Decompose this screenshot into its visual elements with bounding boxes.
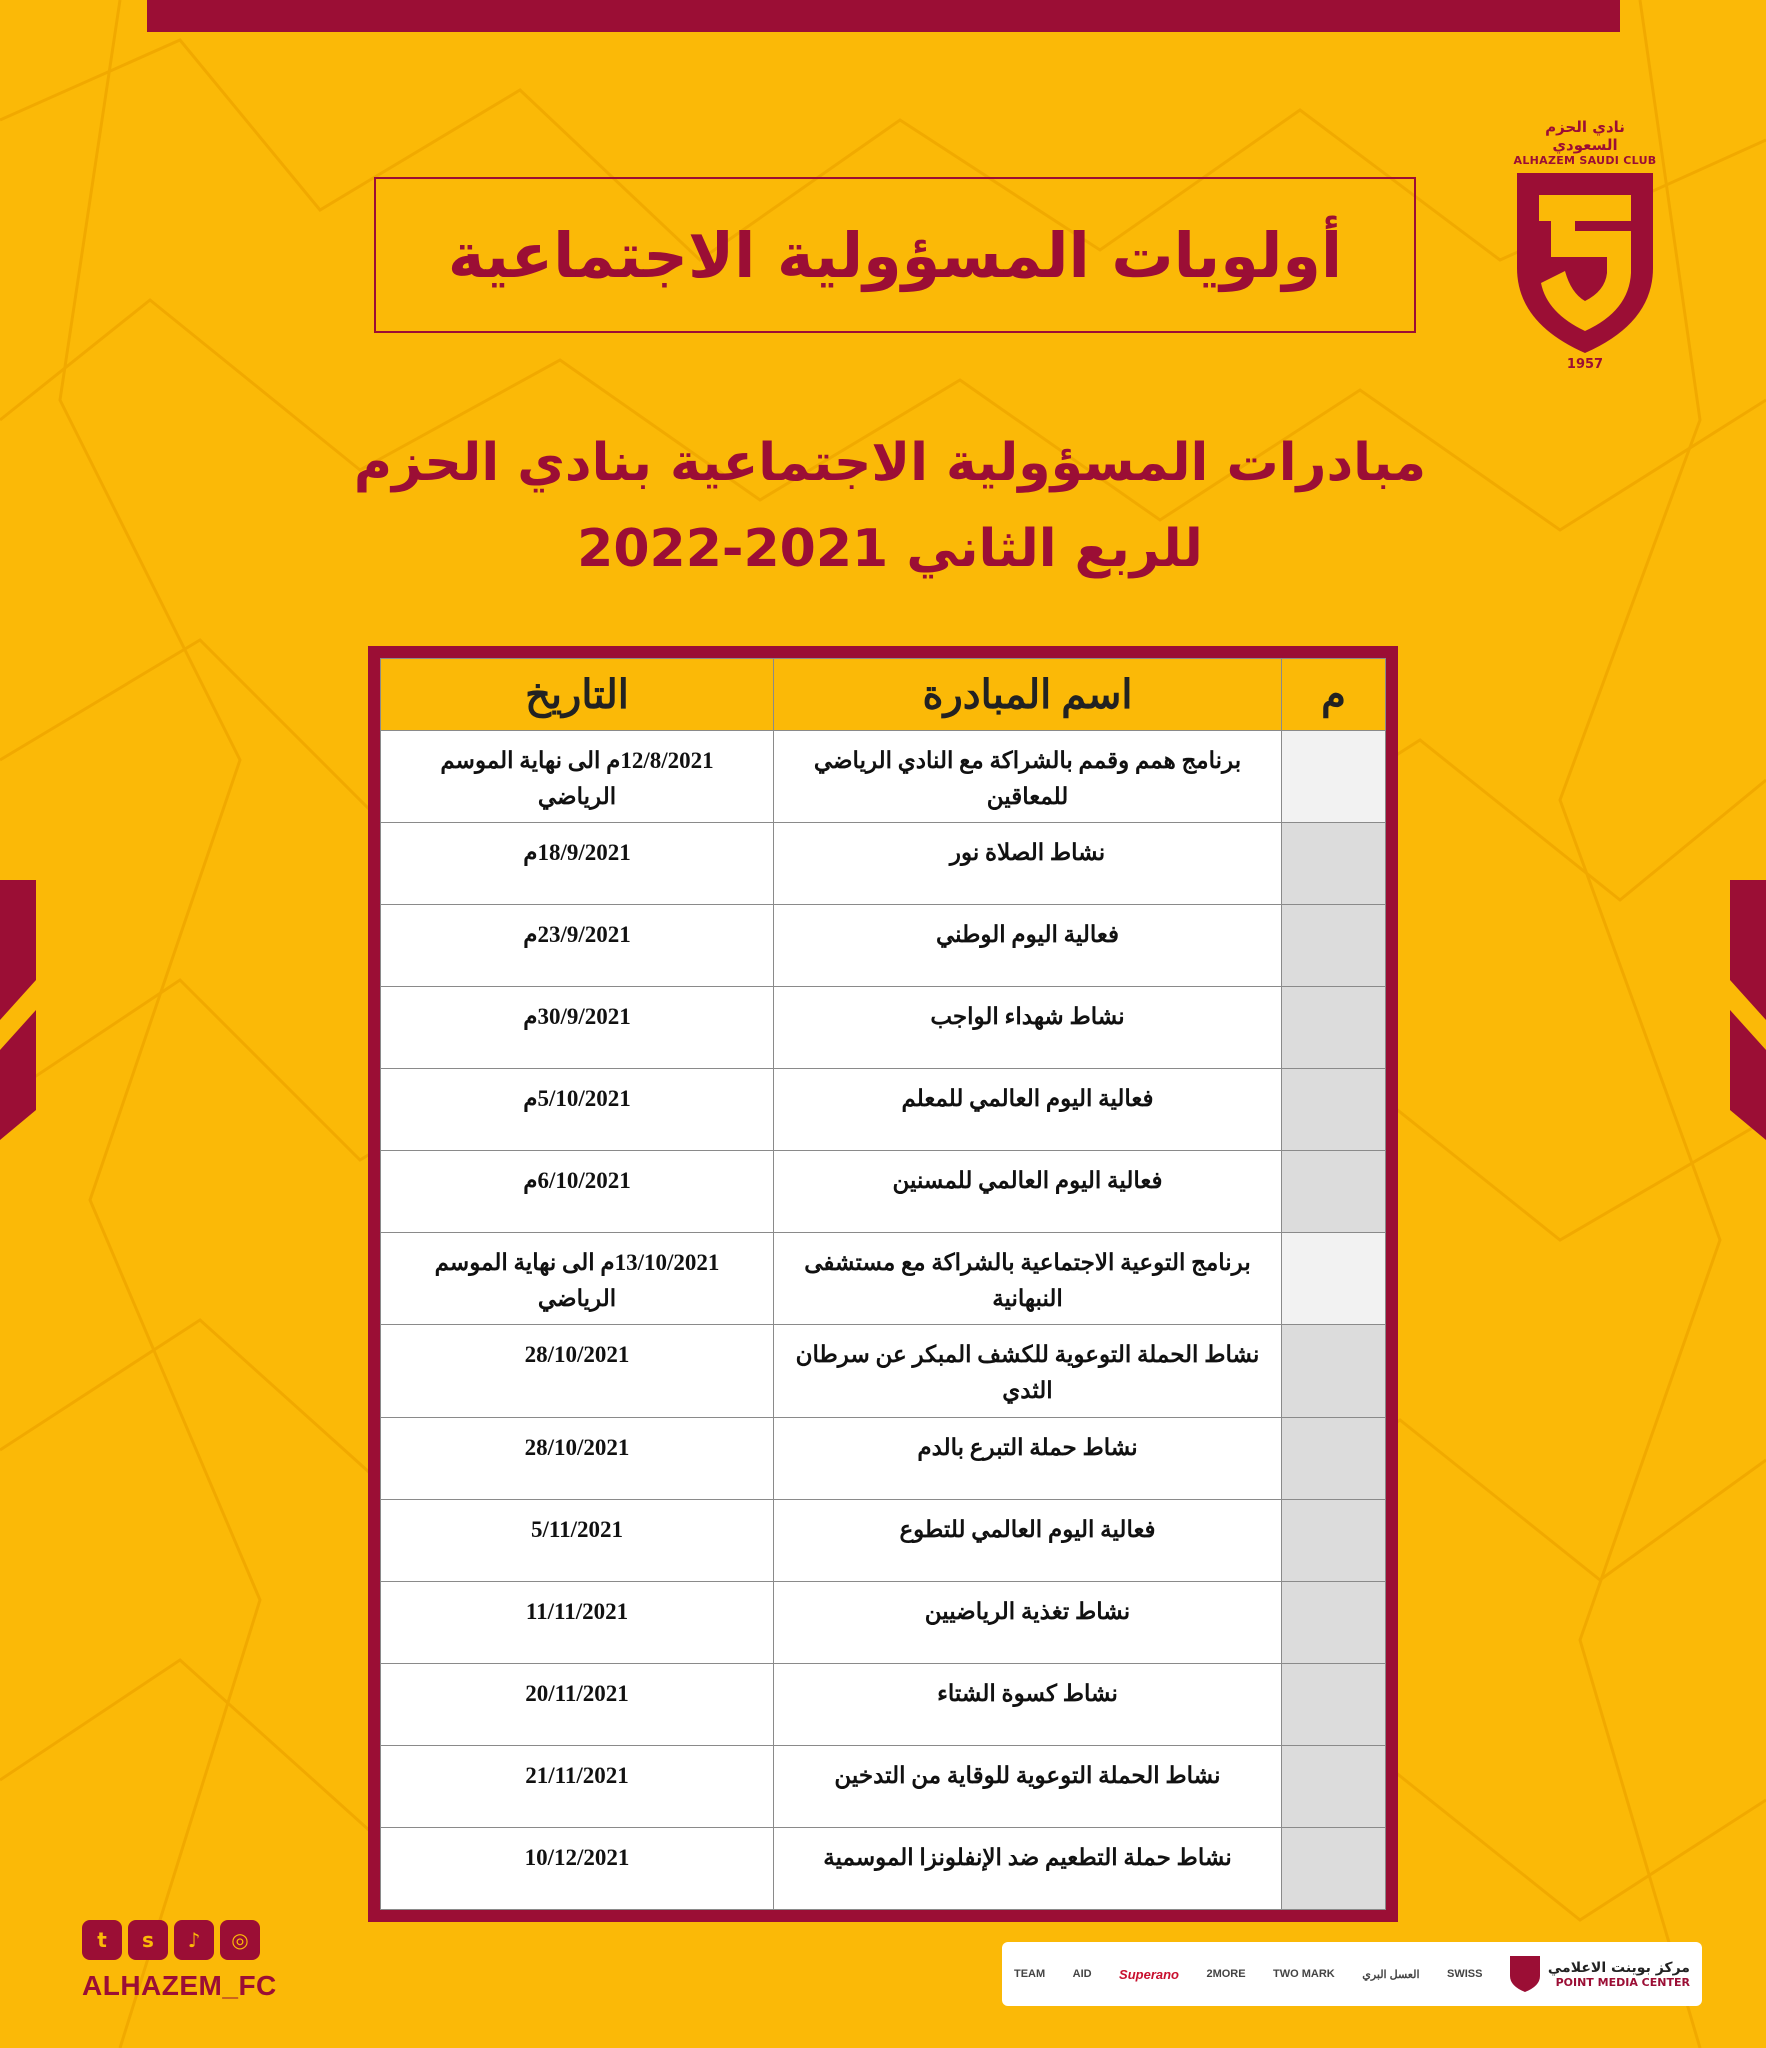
social-footer — [82, 1920, 282, 2010]
initiative-name-cell: نشاط حملة التبرع بالدم — [774, 1417, 1282, 1499]
side-decoration-right — [1730, 880, 1766, 1140]
initiative-name-cell: فعالية اليوم العالمي للتطوع — [774, 1499, 1282, 1581]
row-number-cell — [1282, 731, 1386, 823]
initiative-name-cell: نشاط تغذية الرياضيين — [774, 1581, 1282, 1663]
sponsor-logo: 2MORE — [1206, 1968, 1246, 1980]
subtitle — [300, 420, 1480, 592]
table-row — [381, 1499, 1386, 1581]
initiative-date-cell: 30/9/2021م — [381, 987, 774, 1069]
initiative-name-cell: فعالية اليوم العالمي للمسنين — [774, 1151, 1282, 1233]
row-number-cell — [1282, 1663, 1386, 1745]
table-row — [381, 1069, 1386, 1151]
column-header-number: م — [1282, 659, 1386, 731]
social-handle: ALHAZEM_FC — [82, 1970, 277, 2001]
initiative-name-cell: برنامج همم وقمم بالشراكة مع النادي الرياضي للمعاقين — [774, 731, 1282, 823]
table-row — [381, 1233, 1386, 1325]
initiative-date-cell: 6/10/2021م — [381, 1151, 774, 1233]
sponsor-logo: AID — [1072, 1968, 1092, 1980]
club-name-arabic: نادي الحزم السعودي — [1545, 118, 1625, 154]
row-number-cell — [1282, 1233, 1386, 1325]
row-number-cell — [1282, 905, 1386, 987]
twitter-icon[interactable]: t — [82, 1920, 122, 1960]
club-founded-year: 1957 — [1566, 357, 1604, 372]
initiative-date-cell: 13/10/2021م الى نهاية الموسم الرياضي — [381, 1233, 774, 1325]
row-number-cell — [1282, 1069, 1386, 1151]
table-row — [381, 1745, 1386, 1827]
row-number-cell — [1282, 1151, 1386, 1233]
initiative-date-cell: 28/10/2021 — [381, 1325, 774, 1417]
initiative-date-cell: 5/11/2021 — [381, 1499, 774, 1581]
instagram-icon[interactable]: ◎ — [220, 1920, 260, 1960]
media-center-arabic: مركز بوينت الاعلامي — [1547, 1959, 1690, 1976]
initiative-name-cell: نشاط شهداء الواجب — [774, 987, 1282, 1069]
initiative-date-cell: 21/11/2021 — [381, 1745, 774, 1827]
club-logo — [1510, 118, 1660, 372]
subtitle-line-1: مبادرات المسؤولية الاجتماعية بنادي الحزم — [353, 433, 1427, 493]
sponsor-logo: العسل البري — [1362, 1968, 1420, 1981]
snapchat-icon[interactable]: s — [128, 1920, 168, 1960]
sponsor-logo: TWO MARK — [1273, 1968, 1335, 1980]
initiative-date-cell: 5/10/2021م — [381, 1069, 774, 1151]
row-number-cell — [1282, 823, 1386, 905]
page-title: أولويات المسؤولية الاجتماعية — [447, 218, 1343, 292]
row-number-cell — [1282, 987, 1386, 1069]
sponsor-logo: TEAM — [1014, 1968, 1046, 1980]
row-number-cell — [1282, 1417, 1386, 1499]
table-row — [381, 823, 1386, 905]
sponsor-logo: SWISS — [1446, 1968, 1483, 1980]
initiative-name-cell: برنامج التوعية الاجتماعية بالشراكة مع مستشفى النبهانية — [774, 1233, 1282, 1325]
initiative-date-cell: 11/11/2021 — [381, 1581, 774, 1663]
point-media-center-logo — [1510, 1956, 1690, 1992]
row-number-cell — [1282, 1581, 1386, 1663]
initiatives-table — [380, 658, 1386, 1910]
table-row — [381, 905, 1386, 987]
table-row — [381, 1417, 1386, 1499]
initiative-name-cell: نشاط كسوة الشتاء — [774, 1663, 1282, 1745]
tiktok-icon[interactable]: ♪ — [174, 1920, 214, 1960]
initiative-date-cell: 10/12/2021 — [381, 1827, 774, 1909]
initiative-name-cell: فعالية اليوم العالمي للمعلم — [774, 1069, 1282, 1151]
table-row — [381, 1663, 1386, 1745]
table-row — [381, 1827, 1386, 1909]
club-crest-icon — [1517, 173, 1653, 353]
media-center-english: POINT MEDIA CENTER — [1555, 1975, 1690, 1989]
title-box — [374, 177, 1416, 333]
table-row — [381, 1581, 1386, 1663]
club-name-english: ALHAZEM SAUDI CLUB — [1513, 154, 1657, 167]
column-header-date: التاريخ — [381, 659, 774, 731]
point-media-icon — [1510, 1956, 1540, 1992]
top-bar — [147, 0, 1620, 32]
row-number-cell — [1282, 1499, 1386, 1581]
initiative-name-cell: نشاط الصلاة نور — [774, 823, 1282, 905]
initiative-name-cell: فعالية اليوم الوطني — [774, 905, 1282, 987]
initiative-date-cell: 28/10/2021 — [381, 1417, 774, 1499]
social-icons — [82, 1920, 282, 1960]
side-decoration-left — [0, 880, 36, 1140]
initiative-name-cell: نشاط الحملة التوعوية للكشف المبكر عن سرطان الثدي — [774, 1325, 1282, 1417]
table-row — [381, 731, 1386, 823]
initiative-date-cell: 12/8/2021م الى نهاية الموسم الرياضي — [381, 731, 774, 823]
initiatives-table-frame — [368, 646, 1398, 1922]
column-header-initiative: اسم المبادرة — [774, 659, 1282, 731]
initiative-date-cell: 20/11/2021 — [381, 1663, 774, 1745]
initiative-name-cell: نشاط حملة التطعيم ضد الإنفلونزا الموسمية — [774, 1827, 1282, 1909]
table-row — [381, 1325, 1386, 1417]
row-number-cell — [1282, 1827, 1386, 1909]
row-number-cell — [1282, 1325, 1386, 1417]
table-row — [381, 987, 1386, 1069]
subtitle-line-2: للربع الثاني 2021-2022 — [577, 519, 1203, 579]
table-header-row — [381, 659, 1386, 731]
initiative-name-cell: نشاط الحملة التوعوية للوقاية من التدخين — [774, 1745, 1282, 1827]
sponsors-bar — [1002, 1942, 1702, 2006]
initiative-date-cell: 23/9/2021م — [381, 905, 774, 987]
row-number-cell — [1282, 1745, 1386, 1827]
table-row — [381, 1151, 1386, 1233]
initiative-date-cell: 18/9/2021م — [381, 823, 774, 905]
sponsor-logo: Superano — [1119, 1966, 1179, 1982]
